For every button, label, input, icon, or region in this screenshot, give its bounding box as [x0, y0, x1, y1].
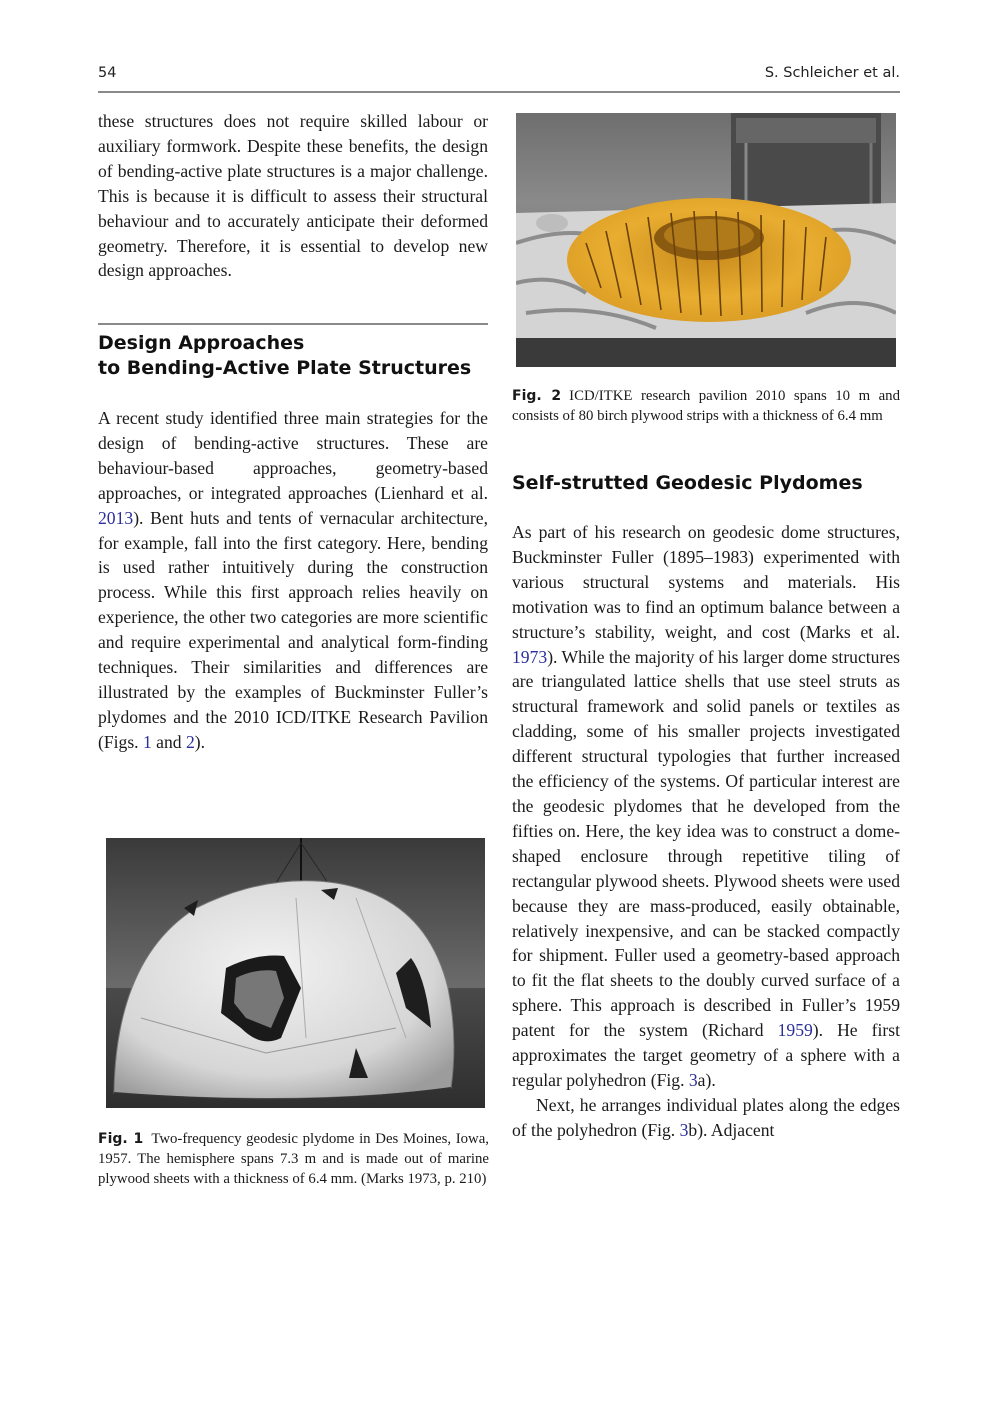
- figure-2-caption-text: ICD/ITKE research pavilion 2010 spans 10 m and consists of 80 birch plywood strips with a thickness of 6.4 mm: [512, 388, 900, 424]
- plydome-body: [512, 520, 900, 1143]
- intro-paragraph: [98, 109, 488, 283]
- figure-1-image: [106, 838, 485, 1108]
- figure-2-image: [516, 113, 896, 367]
- figure-1-caption-text: Two-frequency geodesic plydome in Des Moines, Iowa, 1957. The hemisphere spans 7.3 m and is made out of marine plywood sheets with a thickness of 6.4 mm. (Marks 1973, p. 210): [98, 1131, 489, 1187]
- paragraph-text: ). Bent huts and tents of vernacular architecture, for example, fall into the first category. Here, bending is used rather intuitively during the construction process. While this first approach relies heavily on experience, the other two categories are more scientific and require experimental and analytical form-finding techniques. Their similarities and differences are illustrated by the examples of Buckminster Fuller’s plydomes and the 2010 ICD/ITKE Research Pavilion (Figs.: [98, 507, 488, 752]
- paragraph-text: a).: [697, 1069, 716, 1090]
- figure-2-label: Fig. 2: [512, 388, 562, 404]
- paragraph-text: b). Adjacent: [688, 1119, 775, 1140]
- running-head-authors: S. Schleicher et al.: [764, 65, 900, 81]
- figure-link-2[interactable]: 2: [185, 731, 195, 752]
- figure-1-label: Fig. 1: [98, 1131, 144, 1147]
- section-heading-design-approaches: [98, 331, 471, 381]
- section-heading-line1: Design Approaches: [98, 332, 305, 354]
- paragraph-text: and: [151, 731, 186, 752]
- paragraph-text: As part of his research on geodesic dome structures, Buckminster Fuller (1895–1983) experimented with various structural systems and materials. His motivation was to find an optimum balance between a structure’s stability, weight, and cost (Marks et al.: [512, 522, 900, 642]
- section-rule: [98, 323, 488, 325]
- figure-link-3a[interactable]: 3: [688, 1069, 698, 1090]
- paragraph-text: ). While the majority of his larger dome structures are triangulated lattice shells that use steel struts as structural framework and solid panels or textiles as cladding, some of his smaller projects investigated different structural typologies that further increased the efficiency of the systems. Of particular interest are the geodesic plydomes that he developed from the fifties on. Here, the key idea was to construct a dome-shaped enclosure through repetitive tiling of rectangular plywood sheets. Plywood sheets were used because they are mass-produced, easily obtainable, relatively inexpensive, and can be stacked compactly for shipment. Fuller used a geometry-based approach to fit the flat sheets to the doubly curved surface of a sphere. This approach is described in Fuller’s 1959 patent for the system (Richard: [512, 646, 900, 1041]
- paragraph-text: ).: [194, 731, 206, 752]
- citation-link-marks-1973[interactable]: 1973: [512, 646, 548, 667]
- paragraph-text: Next, he arranges individual plates along the edges of the polyhedron (Fig.: [512, 1094, 900, 1140]
- pavilion-photo: [516, 113, 896, 367]
- paragraph-text: A recent study identified three main strategies for the design of bending-active structures. These are behaviour-based approaches, geometry-based approaches, or integrated approaches (Lienhard et al.: [98, 408, 488, 503]
- citation-link-lienhard-2013[interactable]: 2013: [98, 507, 134, 528]
- header-rule: [98, 91, 900, 93]
- plydome-paragraph-2: [512, 1093, 900, 1143]
- figure-2-caption: [512, 386, 900, 426]
- paragraph-text: ). He first approximates the target geometry of a sphere with a regular polyhedron (Fig.: [512, 1020, 900, 1090]
- figure-link-3b[interactable]: 3: [679, 1119, 689, 1140]
- intro-paragraph-text: these structures does not require skilled labour or auxiliary formwork. Despite these benefits, the design of bending-active plate structures is a major challenge. This is because it is difficult to assess their structural behaviour and to accurately anticipate their deformed geometry. Therefore, it is essential to develop new design approaches.: [98, 111, 488, 281]
- page-number: 54: [98, 65, 117, 81]
- plydome-photo: [106, 838, 485, 1108]
- strategies-paragraph: [98, 406, 488, 755]
- section-heading-line2: to Bending-Active Plate Structures: [98, 357, 472, 379]
- running-head: [98, 63, 900, 89]
- figure-link-1[interactable]: 1: [142, 731, 152, 752]
- citation-link-richard-1959[interactable]: 1959: [777, 1020, 813, 1041]
- section-heading-self-strutted-plydomes: Self-strutted Geodesic Plydomes: [512, 472, 863, 494]
- plydome-paragraph-1: [512, 520, 900, 1093]
- figure-1-caption: [98, 1129, 489, 1189]
